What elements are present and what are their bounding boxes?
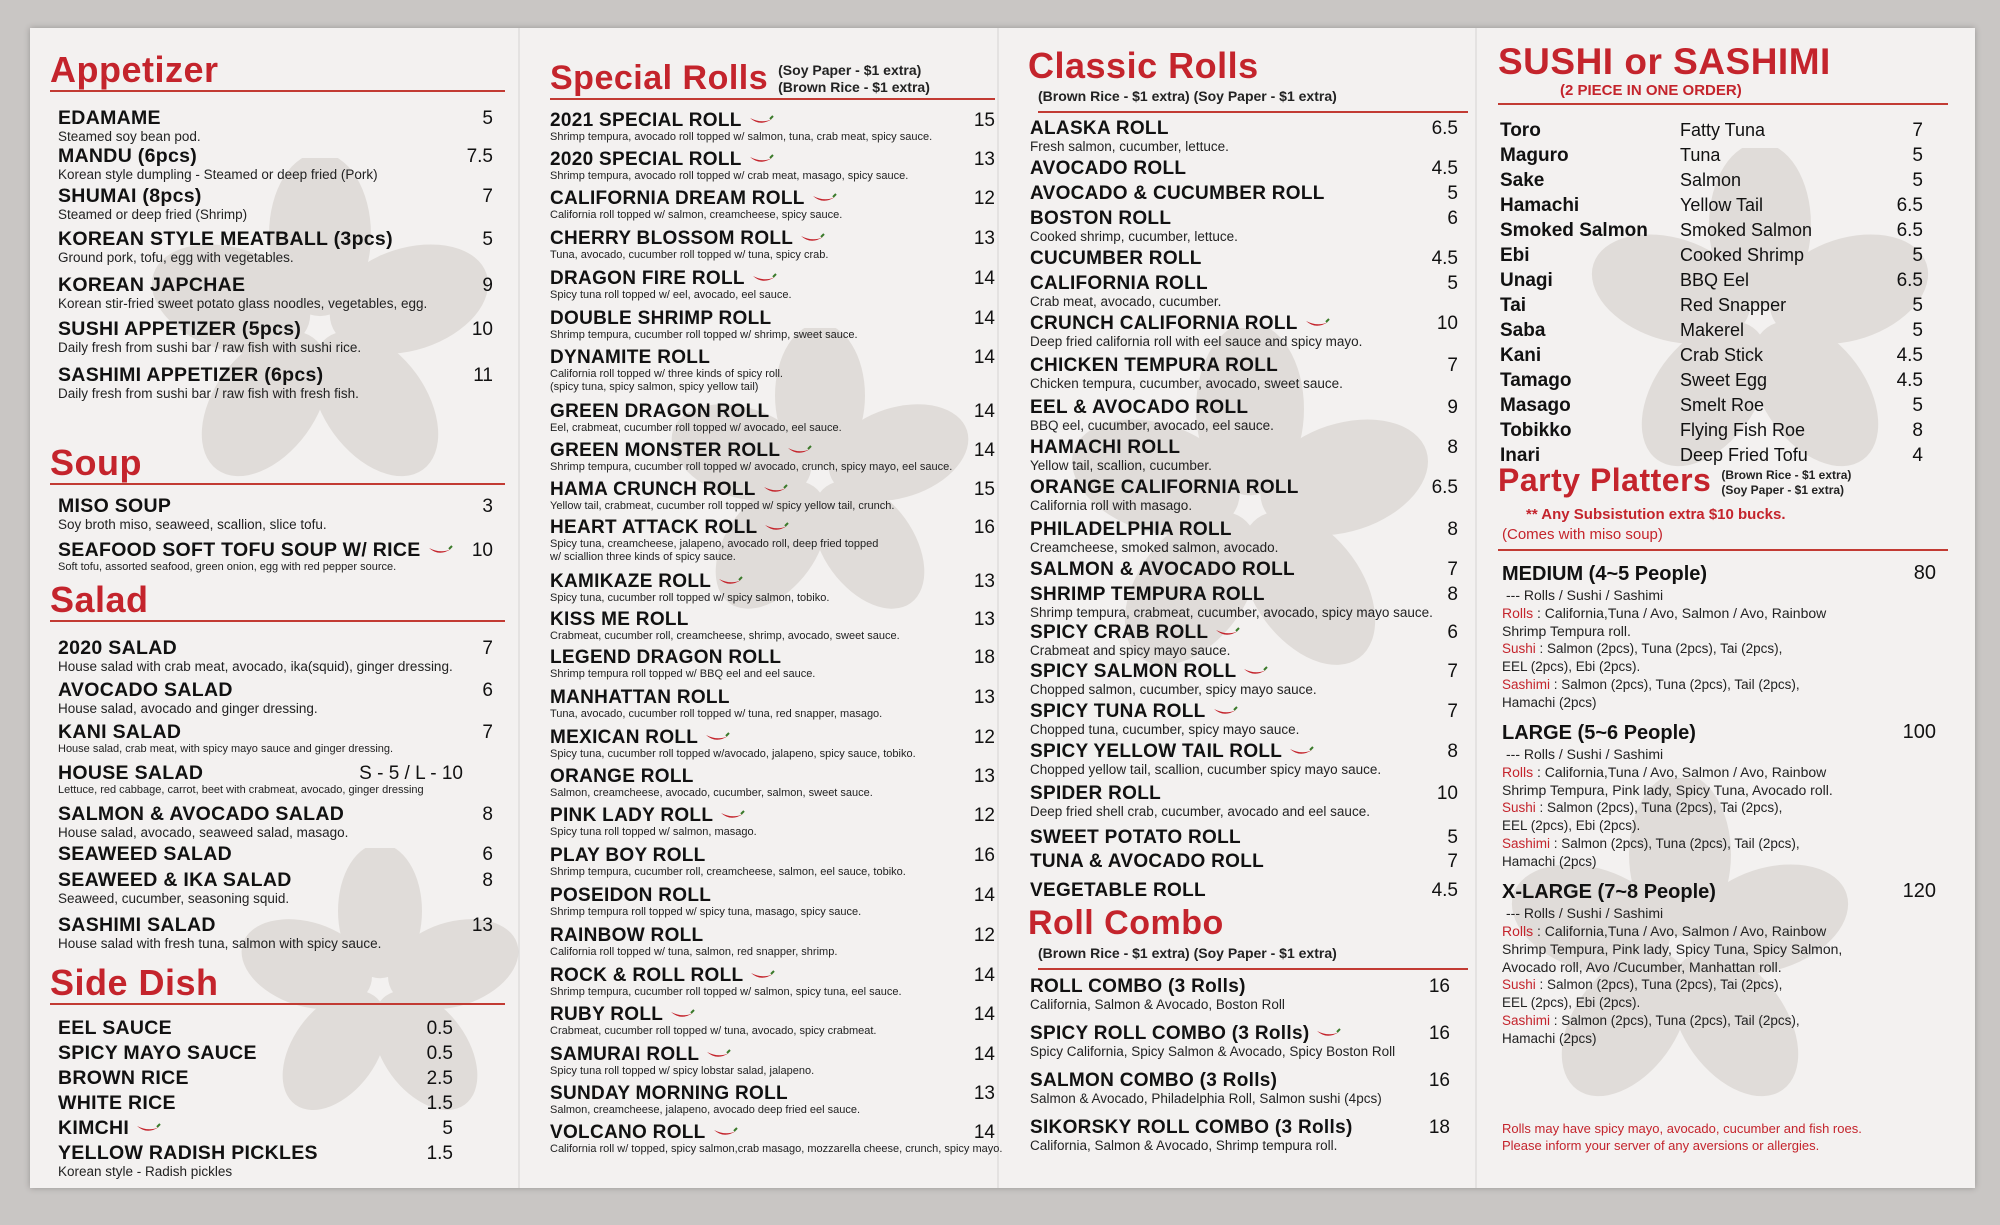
sushi-item: Kani Crab Stick 4.5: [1500, 345, 1923, 366]
section-subtitle: (2 PIECE IN ONE ORDER): [1560, 82, 1742, 99]
chili-pepper-icon: [427, 545, 453, 557]
menu-item: SASHIMI SALAD 13 House salad with fresh tuna, salmon with spicy sauce.: [58, 914, 493, 951]
sushi-item: Tobikko Flying Fish Roe 8: [1500, 420, 1923, 441]
chili-pepper-icon: [762, 484, 788, 496]
menu-item: AVOCADO SALAD 6 House salad, avocado and ginger dressing.: [58, 679, 493, 716]
menu-item: SUSHI APPETIZER (5pcs) 10 Daily fresh from sushi bar / raw fish with sushi rice.: [58, 318, 493, 355]
menu-item: SEAFOOD SOFT TOFU SOUP W/ RICE 10 Soft tofu, assorted seafood, green onion, egg with red pepper source.: [58, 539, 493, 573]
chili-pepper-icon: [704, 732, 730, 744]
menu-item: MISO SOUP 3 Soy broth miso, seaweed, scallion, slice tofu.: [58, 495, 493, 532]
menu-item: SPICY TUNA ROLL 7 Chopped tuna, cucumber, spicy mayo sauce.: [1030, 701, 1458, 737]
column-2: [550, 28, 1005, 1188]
section-note: (Brown Rice - $1 extra) (Soy Paper - $1 extra): [1721, 468, 1852, 497]
sushi-item: Tamago Sweet Egg 4.5: [1500, 370, 1923, 391]
menu-item: KOREAN JAPCHAE 9 Korean stir-fried sweet potato glass noodles, vegetables, egg.: [58, 274, 493, 311]
menu-item: HEART ATTACK ROLL 16 Spicy tuna, creamcheese, jalapeno, avocado roll, deep fried topped w/ sciallion three kinds of spicy sauce.: [550, 517, 995, 563]
platter-item: MEDIUM (4~5 People) 80 --- Rolls / Sushi / Sashimi Rolls : California,Tuna / Avo, Salmon / Avo, Rainbow Shrimp Tempura roll. Sushi : Salmon (2pcs), Tuna (2pcs), Tai (2pcs), EEL (2pcs), Ebi (2pcs). Sashimi : Salmon (2pcs), Tuna (2pcs), Tail (2pcs), Hamachi (2pcs): [1502, 562, 1936, 710]
menu-item: CHERRY BLOSSOM ROLL 13 Tuna, avocado, cucumber roll topped w/ tuna, spicy crab.: [550, 228, 995, 261]
menu-item: DOUBLE SHRIMP ROLL 14 Shrimp tempura, cucumber roll topped w/ shrimp, sweet sauce.: [550, 308, 995, 341]
menu-item: KOREAN STYLE MEATBALL (3pcs) 5 Ground pork, tofu, egg with vegetables.: [58, 228, 493, 265]
chili-pepper-icon: [763, 522, 789, 534]
roll-combo-header: [1028, 903, 1468, 970]
chili-pepper-icon: [719, 810, 745, 822]
menu-item: EEL & AVOCADO ROLL 9 BBQ eel, cucumber, avocado, eel sauce.: [1030, 397, 1458, 433]
menu-item: GREEN DRAGON ROLL 14 Eel, crabmeat, cucumber roll topped w/ avocado, eel sauce.: [550, 401, 995, 434]
sushi-item: Unagi BBQ Eel 6.5: [1500, 270, 1923, 291]
menu-item: TUNA & AVOCADO ROLL 7: [1030, 851, 1458, 872]
sushi-item: Inari Deep Fried Tofu 4: [1500, 445, 1923, 466]
menu-item: CHICKEN TEMPURA ROLL 7 Chicken tempura, cucumber, avocado, sweet sauce.: [1030, 355, 1458, 391]
chili-pepper-icon: [1242, 666, 1268, 678]
menu-paper: [30, 28, 1975, 1188]
sushi-list: [1500, 120, 1935, 470]
menu-item: GREEN MONSTER ROLL 14 Shrimp tempura, cucumber roll topped w/ avocado, crunch, spicy mayo, eel sauce.: [550, 440, 995, 473]
menu-item: ROCK & ROLL ROLL 14 Shrimp tempura, cucumber roll topped w/ salmon, spicy tuna, eel sauce.: [550, 965, 995, 998]
chili-pepper-icon: [1214, 627, 1240, 639]
menu-item: PLAY BOY ROLL 16 Shrimp tempura, cucumber roll, creamcheese, salmon, eel sauce, tobiko.: [550, 845, 995, 878]
fold-line: [1475, 28, 1477, 1188]
section-title: Soup: [50, 442, 142, 483]
menu-item: ORANGE CALIFORNIA ROLL 6.5 California roll with masago.: [1030, 477, 1458, 513]
section-title: Classic Rolls: [1028, 45, 1259, 86]
menu-item: EDAMAME 5 Steamed soy bean pod.: [58, 107, 493, 144]
substitution-note: ** Any Subsistution extra $10 bucks.: [1526, 506, 1786, 523]
chili-pepper-icon: [751, 273, 777, 285]
menu-item: AVOCADO & CUCUMBER ROLL 5: [1030, 183, 1458, 204]
section-note: (Brown Rice - $1 extra) (Soy Paper - $1 extra): [1038, 945, 1468, 970]
special-rolls-header: [550, 58, 995, 100]
menu-item: BROWN RICE 2.5: [58, 1067, 453, 1089]
chili-pepper-icon: [1212, 706, 1238, 718]
menu-item: ALASKA ROLL 6.5 Fresh salmon, cucumber, lettuce.: [1030, 118, 1458, 154]
special-rolls-list: [550, 110, 1005, 1161]
menu-item: KAMIKAZE ROLL 13 Spicy tuna, cucumber roll topped w/ spicy salmon, tobiko.: [550, 571, 995, 604]
menu-item: SEAWEED & IKA SALAD 8 Seaweed, cucumber, seasoning squid.: [58, 869, 493, 906]
menu-item: KISS ME ROLL 13 Crabmeat, cucumber roll, creamcheese, shrimp, avocado, sweet sauce.: [550, 609, 995, 642]
menu-item: VEGETABLE ROLL 4.5: [1030, 880, 1458, 901]
sushi-item: Toro Fatty Tuna 7: [1500, 120, 1923, 141]
menu-item: HOUSE SALAD S - 5 / L - 10 Lettuce, red cabbage, carrot, beet with crabmeat, avocado, ginger dressing: [58, 762, 463, 796]
chili-pepper-icon: [1315, 1028, 1341, 1040]
section-title: Appetizer: [50, 49, 219, 90]
section-title: Side Dish: [50, 962, 219, 1003]
side-dish-header: [50, 963, 505, 1005]
menu-item: MANDU (6pcs) 7.5 Korean style dumpling - Steamed or deep fried (Pork): [58, 145, 493, 182]
chili-pepper-icon: [786, 445, 812, 457]
menu-item: SPICY SALMON ROLL 7 Chopped salmon, cucumber, spicy mayo sauce.: [1030, 661, 1458, 697]
menu-item: SALMON & AVOCADO ROLL 7: [1030, 559, 1458, 580]
classic-rolls-header: [1028, 46, 1468, 113]
menu-item: EEL SAUCE 0.5: [58, 1017, 453, 1039]
chili-pepper-icon: [1304, 318, 1330, 330]
sushi-item: Maguro Tuna 5: [1500, 145, 1923, 166]
section-title: Special Rolls: [550, 59, 769, 97]
menu-item: WHITE RICE 1.5: [58, 1092, 453, 1114]
sushi-header: [1498, 42, 1948, 105]
platter-item: LARGE (5~6 People) 100 --- Rolls / Sushi / Sashimi Rolls : California,Tuna / Avo, Salmon / Avo, Rainbow Shrimp Tempura, Pink lady, Spicy Tuna, Avocado roll. Sushi : Salmon (2pcs), Tuna (2pcs), Tai (2pcs), EEL (2pcs), Ebi (2pcs). Sashimi : Salmon (2pcs), Tuna (2pcs), Tail (2pcs), Hamachi (2pcs): [1502, 721, 1936, 869]
chili-pepper-icon: [705, 1049, 731, 1061]
menu-item: RAINBOW ROLL 12 California roll topped w/ tuna, salmon, red snapper, shrimp.: [550, 925, 995, 958]
menu-item: SIKORSKY ROLL COMBO (3 Rolls) 18 California, Salmon & Avocado, Shrimp tempura roll.: [1030, 1117, 1450, 1153]
chili-pepper-icon: [1288, 746, 1314, 758]
chili-pepper-icon: [799, 233, 825, 245]
menu-item: HAMACHI ROLL 8 Yellow tail, scallion, cucumber.: [1030, 437, 1458, 473]
appetizer-list: [58, 108, 493, 405]
menu-item: CRUNCH CALIFORNIA ROLL 10 Deep fried california roll with eel sauce and spicy mayo.: [1030, 313, 1458, 349]
menu-item: DYNAMITE ROLL 14 California roll topped w/ three kinds of spicy roll. (spicy tuna, spicy salmon, spicy yellow tail): [550, 347, 995, 393]
salad-header: [50, 580, 505, 622]
section-note: (Soy Paper - $1 extra) (Brown Rice - $1 extra): [778, 62, 930, 95]
menu-item: SALMON & AVOCADO SALAD 8 House salad, avocado, seaweed salad, masago.: [58, 803, 493, 840]
menu-item: 2020 SPECIAL ROLL 13 Shrimp tempura, avocado roll topped w/ crab meat, masago, spicy sauce.: [550, 149, 995, 182]
column-3: [1028, 28, 1468, 1188]
chili-pepper-icon: [669, 1009, 695, 1021]
side-dish-list: [58, 1018, 493, 1183]
menu-item: ORANGE ROLL 13 Salmon, creamcheese, avocado, cucumber, salmon, sweet sauce.: [550, 766, 995, 799]
menu-item: CALIFORNIA DREAM ROLL 12 California roll topped w/ salmon, creamcheese, spicy sauce.: [550, 188, 995, 221]
sushi-item: Hamachi Yellow Tail 6.5: [1500, 195, 1923, 216]
menu-item: BOSTON ROLL 6 Cooked shrimp, cucumber, lettuce.: [1030, 208, 1458, 244]
party-platters-header: [1498, 460, 1948, 551]
menu-item: SAMURAI ROLL 14 Spicy tuna roll topped w/ spicy lobstar salad, jalapeno.: [550, 1044, 995, 1077]
sushi-item: Smoked Salmon Smoked Salmon 6.5: [1500, 220, 1923, 241]
menu-item: SASHIMI APPETIZER (6pcs) 11 Daily fresh from sushi bar / raw fish with fresh fish.: [58, 364, 493, 401]
chili-pepper-icon: [717, 576, 743, 588]
chili-pepper-icon: [748, 115, 774, 127]
section-title: Party Platters: [1498, 462, 1712, 498]
salad-list: [58, 638, 493, 955]
menu-item: ROLL COMBO (3 Rolls) 16 California, Salmon & Avocado, Boston Roll: [1030, 976, 1450, 1012]
menu-item: SPICY ROLL COMBO (3 Rolls) 16 Spicy California, Spicy Salmon & Avocado, Spicy Boston Roll: [1030, 1023, 1450, 1059]
menu-item: PHILADELPHIA ROLL 8 Creamcheese, smoked salmon, avocado.: [1030, 519, 1458, 555]
menu-item: SPIDER ROLL 10 Deep fried shell crab, cucumber, avocado and eel sauce.: [1030, 783, 1458, 819]
section-title: SUSHI or SASHIMI: [1498, 41, 1831, 82]
menu-item: SPICY CRAB ROLL 6 Crabmeat and spicy mayo sauce.: [1030, 622, 1458, 658]
sushi-item: Sake Salmon 5: [1500, 170, 1923, 191]
menu-item: POSEIDON ROLL 14 Shrimp tempura roll topped w/ spicy tuna, masago, spicy sauce.: [550, 885, 995, 918]
section-note: (Brown Rice - $1 extra) (Soy Paper - $1 extra): [1038, 88, 1468, 113]
menu-item: YELLOW RADISH PICKLES 1.5 Korean style - Radish pickles: [58, 1142, 453, 1179]
platter-item: X-LARGE (7~8 People) 120 --- Rolls / Sushi / Sashimi Rolls : California,Tuna / Avo, Salmon / Avo, Rainbow Shrimp Tempura, Pink lady, Spicy Tuna, Spicy Salmon, Avocado roll, Avo /Cucumber, Manhattan roll. Sushi : Salmon (2pcs), Tuna (2pcs), Tai (2pcs), EEL (2pcs), Ebi (2pcs). Sashimi : Salmon (2pcs), Tuna (2pcs), Tail (2pcs), Hamachi (2pcs): [1502, 880, 1936, 1046]
menu-item: 2020 SALAD 7 House salad with crab meat, avocado, ika(squid), ginger dressing.: [58, 637, 493, 674]
roll-combo-list: [1030, 976, 1460, 1164]
chili-pepper-icon: [135, 1123, 161, 1135]
menu-item: PINK LADY ROLL 12 Spicy tuna roll topped w/ salmon, masago.: [550, 805, 995, 838]
menu-item: SUNDAY MORNING ROLL 13 Salmon, creamcheese, jalapeno, avocado deep fried eel sauce.: [550, 1083, 995, 1116]
sushi-item: Tai Red Snapper 5: [1500, 295, 1923, 316]
menu-item: VOLCANO ROLL 14 California roll w/ topped, spicy salmon,crab masago, mozzarella cheese, crunch, spicy mayo.: [550, 1122, 1003, 1155]
menu-item: SEAWEED SALAD 6: [58, 843, 493, 865]
chili-pepper-icon: [748, 154, 774, 166]
sushi-item: Ebi Cooked Shrimp 5: [1500, 245, 1923, 266]
section-title: Roll Combo: [1028, 904, 1224, 942]
menu-item: MEXICAN ROLL 12 Spicy tuna, cucumber roll topped w/avocado, jalapeno, spicy sauce, tobiko.: [550, 727, 995, 760]
sushi-item: Saba Makerel 5: [1500, 320, 1923, 341]
sushi-item: Masago Smelt Roe 5: [1500, 395, 1923, 416]
classic-rolls-list: [1030, 118, 1460, 910]
menu-item: SALMON COMBO (3 Rolls) 16 Salmon & Avocado, Philadelphia Roll, Salmon sushi (4pcs): [1030, 1070, 1450, 1106]
menu-item: SHRIMP TEMPURA ROLL 8 Shrimp tempura, crabmeat, cucumber, avocado, spicy mayo sauce.: [1030, 584, 1458, 620]
menu-item: KIMCHI 5: [58, 1117, 453, 1139]
menu-item: LEGEND DRAGON ROLL 18 Shrimp tempura roll topped w/ BBQ eel and eel sauce.: [550, 647, 995, 680]
menu-item: SPICY YELLOW TAIL ROLL 8 Chopped yellow tail, scallion, cucumber spicy mayo sauce.: [1030, 741, 1458, 777]
section-title: Salad: [50, 579, 149, 620]
menu-item: HAMA CRUNCH ROLL 15 Yellow tail, crabmeat, cucumber roll topped w/ spicy yellow tail, crunch.: [550, 479, 995, 512]
platter-list: [1502, 563, 1942, 1058]
menu-item: SPICY MAYO SAUCE 0.5: [58, 1042, 453, 1064]
comes-with-note: (Comes with miso soup): [1502, 526, 1663, 543]
chili-pepper-icon: [712, 1127, 738, 1139]
menu-item: 2021 SPECIAL ROLL 15 Shrimp tempura, avocado roll topped w/ salmon, tuna, crab meat, spicy sauce.: [550, 110, 995, 143]
chili-pepper-icon: [811, 193, 837, 205]
soup-header: [50, 443, 505, 485]
menu-item: AVOCADO ROLL 4.5: [1030, 158, 1458, 179]
column-1: [50, 28, 520, 1188]
column-4: [1498, 28, 1968, 1188]
menu-item: SHUMAI (8pcs) 7 Steamed or deep fried (Shrimp): [58, 185, 493, 222]
soup-list: [58, 496, 493, 580]
menu-item: CALIFORNIA ROLL 5 Crab meat, avocado, cucumber.: [1030, 273, 1458, 309]
menu-item: MANHATTAN ROLL 13 Tuna, avocado, cucumber roll topped w/ tuna, red snapper, masago.: [550, 687, 995, 720]
appetizer-header: [50, 50, 505, 92]
menu-item: CUCUMBER ROLL 4.5: [1030, 248, 1458, 269]
menu-item: RUBY ROLL 14 Crabmeat, cucumber roll topped w/ tuna, avocado, spicy crabmeat.: [550, 1004, 995, 1037]
chili-pepper-icon: [749, 970, 775, 982]
menu-item: DRAGON FIRE ROLL 14 Spicy tuna roll topped w/ eel, avocado, eel sauce.: [550, 268, 995, 301]
menu-item: KANI SALAD 7 House salad, crab meat, with spicy mayo sauce and ginger dressing.: [58, 721, 493, 755]
menu-item: SWEET POTATO ROLL 5: [1030, 827, 1458, 848]
allergy-footer: Rolls may have spicy mayo, avocado, cucumber and fish roes. Please inform your server of any aversions or allergies.: [1502, 1121, 1862, 1153]
